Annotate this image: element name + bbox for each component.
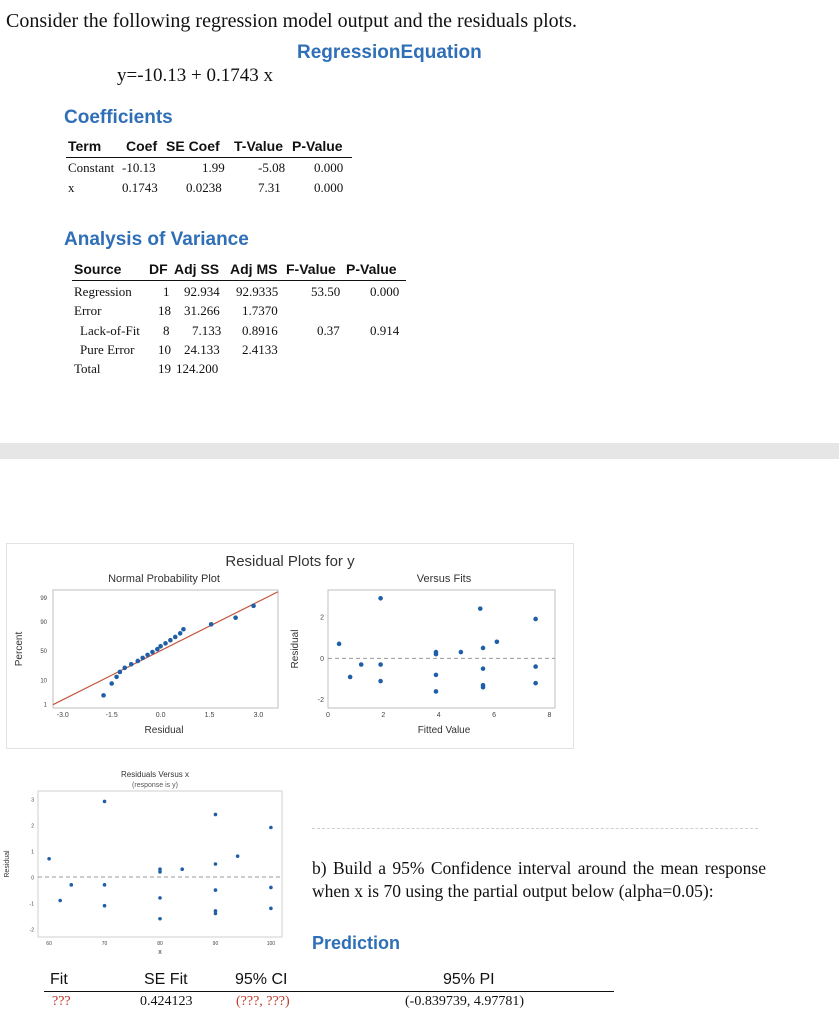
rvx-xtick-label: 60 bbox=[46, 941, 52, 947]
anova-cell: 0.37 bbox=[317, 323, 340, 338]
anova-cell: 92.934 bbox=[184, 284, 220, 299]
npp-point bbox=[135, 659, 140, 664]
npp-point bbox=[118, 670, 123, 675]
vf-axes-frame bbox=[328, 590, 555, 708]
rvx-title: Residuals Versus x bbox=[120, 770, 190, 779]
npp-point bbox=[129, 662, 134, 667]
rvx-point bbox=[103, 883, 107, 887]
vf-point bbox=[495, 639, 500, 644]
npp-point bbox=[209, 622, 214, 627]
vf-ylabel: Residual bbox=[290, 629, 301, 669]
anova-cell: 0.000 bbox=[370, 284, 400, 299]
npp-ytick-label: 90 bbox=[40, 619, 47, 626]
npp-point bbox=[163, 641, 168, 646]
vf-point bbox=[378, 679, 383, 684]
vf-point bbox=[378, 662, 383, 667]
question-text: Consider the following regression model output and the residuals plots. bbox=[6, 10, 578, 32]
rvx-point bbox=[214, 813, 218, 817]
npp-ytick-label: 10 bbox=[40, 678, 47, 685]
vf-point bbox=[533, 664, 538, 669]
npp-ytick-label: 1 bbox=[43, 702, 47, 709]
anova-cell: 2.4133 bbox=[242, 342, 278, 357]
npp-title: Normal Probability Plot bbox=[108, 573, 220, 585]
coef-cell: -5.08 bbox=[258, 160, 286, 175]
npp-point bbox=[181, 627, 186, 632]
page-separator bbox=[0, 443, 839, 459]
rvx-point bbox=[47, 857, 51, 861]
residuals-versus-x-plot bbox=[0, 766, 298, 962]
vf-point bbox=[459, 650, 464, 655]
rvx-xtick-label: 100 bbox=[266, 941, 276, 947]
anova-cell: 1 bbox=[163, 284, 170, 299]
npp-xtick-label: 0.0 bbox=[155, 712, 166, 719]
vf-point bbox=[348, 675, 353, 680]
pred-value-pi: (-0.839739, 4.97781) bbox=[405, 994, 524, 1009]
coef-header-coef: Coef bbox=[126, 138, 158, 154]
anova-header-adjss: Adj SS bbox=[174, 261, 220, 277]
vf-xlabel: Fitted Value bbox=[417, 725, 471, 736]
vf-point bbox=[337, 642, 342, 647]
vf-point bbox=[434, 652, 439, 657]
npp-point bbox=[168, 638, 173, 643]
rvx-point bbox=[158, 896, 162, 900]
pred-header-fit: Fit bbox=[50, 971, 68, 988]
anova-cell: Error bbox=[74, 303, 102, 318]
anova-cell: 18 bbox=[158, 303, 171, 318]
pred-value-fit: ??? bbox=[52, 994, 71, 1009]
npp-point bbox=[122, 666, 127, 671]
prediction-heading: Prediction bbox=[312, 933, 401, 953]
anova-header-df: DF bbox=[149, 261, 168, 277]
anova-header-adjms: Adj MS bbox=[230, 261, 278, 277]
anova-cell: Lack-of-Fit bbox=[80, 323, 140, 338]
npp-xtick-label: -1.5 bbox=[105, 712, 118, 719]
npp-xtick-label: 3.0 bbox=[253, 712, 264, 719]
coef-header-secoef: SE Coef bbox=[166, 138, 220, 154]
rvx-point bbox=[58, 899, 62, 903]
anova-cell: 0.914 bbox=[370, 323, 400, 338]
npp-point bbox=[233, 615, 238, 620]
npp-ylabel: Percent bbox=[14, 631, 25, 667]
rvx-ytick-label: 2 bbox=[31, 823, 34, 830]
pred-header-ci: 95% CI bbox=[235, 971, 288, 988]
anova-header-rule bbox=[72, 280, 406, 281]
rvx-xtick-label: 90 bbox=[212, 941, 219, 947]
npp-point bbox=[150, 650, 155, 655]
vf-xtick-label: 6 bbox=[492, 712, 497, 719]
vf-title: Versus Fits bbox=[416, 573, 472, 585]
pred-header-rule bbox=[44, 991, 614, 992]
coef-cell: 7.31 bbox=[258, 180, 281, 195]
anova-cell: 92.9335 bbox=[236, 284, 279, 299]
vf-point bbox=[481, 666, 486, 671]
regression-heading: RegressionEquation bbox=[297, 42, 482, 63]
pred-header-sefit: SE Fit bbox=[144, 971, 188, 988]
rvx-ytick-label: 1 bbox=[31, 849, 34, 856]
coef-header-pvalue: P-Value bbox=[292, 138, 343, 154]
anova-cell: Pure Error bbox=[80, 342, 135, 357]
anova-cell: Total bbox=[74, 361, 101, 376]
npp-point bbox=[158, 644, 163, 649]
anova-header-pvalue: P-Value bbox=[346, 261, 397, 277]
rvx-ylabel: Residual bbox=[4, 850, 11, 878]
vf-xtick-label: 8 bbox=[547, 712, 552, 719]
coef-header-tvalue: T-Value bbox=[234, 138, 284, 154]
rvx-point bbox=[103, 904, 107, 908]
vf-ytick-label: -2 bbox=[317, 697, 324, 705]
rvx-point bbox=[269, 907, 273, 911]
npp-point bbox=[114, 675, 119, 680]
vf-point bbox=[434, 673, 439, 678]
vf-point bbox=[434, 689, 439, 694]
coef-cell: 0.1743 bbox=[122, 180, 158, 195]
npp-point bbox=[140, 656, 145, 661]
vf-point bbox=[478, 606, 483, 611]
npp-ytick-label: 99 bbox=[40, 595, 47, 602]
anova-cell: Regression bbox=[74, 284, 132, 299]
vf-ytick-label: 2 bbox=[320, 614, 324, 622]
anova-cell: 1.7370 bbox=[242, 303, 278, 318]
rvx-point bbox=[180, 867, 184, 871]
npp-point bbox=[178, 631, 183, 636]
anova-cell: 31.266 bbox=[184, 303, 220, 318]
vf-point bbox=[359, 662, 364, 667]
coef-cell: x bbox=[68, 180, 75, 195]
pred-value-sefit: 0.424123 bbox=[140, 994, 193, 1009]
residual-plots-panel bbox=[6, 543, 574, 749]
faint-divider bbox=[312, 828, 758, 829]
vf-ytick-label: 0 bbox=[320, 655, 324, 663]
rvx-xlabel: x bbox=[158, 949, 162, 956]
rvx-xtick-label: 80 bbox=[157, 941, 163, 947]
rvx-point bbox=[103, 800, 107, 804]
vf-point bbox=[378, 596, 383, 601]
part-b-question: b) Build a 95% Confidence interval around the mean response when x is 70 using the partial output below (alpha=0.05): bbox=[312, 858, 766, 901]
coef-cell: 1.99 bbox=[202, 160, 225, 175]
rvx-point bbox=[236, 854, 240, 858]
rvx-point bbox=[269, 886, 273, 890]
npp-point bbox=[145, 653, 150, 658]
rvx-subtitle: (response is y) bbox=[132, 782, 178, 789]
vf-point bbox=[533, 681, 538, 686]
coef-header-rule bbox=[66, 157, 352, 158]
anova-cell: 8 bbox=[163, 323, 170, 338]
anova-cell: 10 bbox=[158, 342, 171, 357]
coefficients-heading: Coefficients bbox=[64, 107, 173, 128]
npp-xlabel: Residual bbox=[144, 725, 184, 736]
vf-point bbox=[481, 685, 486, 690]
rvx-axes-frame bbox=[38, 791, 282, 937]
anova-cell: 7.133 bbox=[192, 323, 222, 338]
rvx-point bbox=[269, 826, 273, 830]
npp-ytick-label: 50 bbox=[40, 649, 47, 656]
anova-cell: 53.50 bbox=[311, 284, 341, 299]
rvx-ytick-label: 0 bbox=[31, 875, 34, 882]
coef-cell: 0.0238 bbox=[186, 180, 222, 195]
rvx-point bbox=[158, 870, 162, 874]
rvx-point bbox=[214, 862, 218, 866]
rvx-point bbox=[214, 888, 218, 892]
anova-cell: 124.200 bbox=[176, 361, 219, 376]
anova-heading: Analysis of Variance bbox=[64, 229, 249, 250]
rvx-ytick-label: -1 bbox=[29, 901, 34, 908]
npp-point bbox=[173, 635, 178, 640]
npp-point bbox=[109, 681, 114, 686]
vf-point bbox=[481, 646, 486, 651]
regression-equation: y=-10.13 + 0.1743 x bbox=[117, 65, 274, 86]
npp-point bbox=[101, 693, 106, 698]
rvx-point bbox=[69, 883, 73, 887]
rvx-point bbox=[158, 917, 162, 921]
anova-cell: 19 bbox=[158, 361, 171, 376]
coef-cell: Constant bbox=[68, 160, 115, 175]
vf-point bbox=[533, 617, 538, 622]
anova-header-source: Source bbox=[74, 261, 122, 277]
residual-plots-title: Residual Plots for y bbox=[225, 553, 355, 570]
anova-header-fvalue: F-Value bbox=[286, 261, 336, 277]
anova-cell: 24.133 bbox=[184, 342, 220, 357]
rvx-ytick-label: 3 bbox=[31, 797, 34, 804]
coef-cell: 0.000 bbox=[314, 160, 344, 175]
pred-value-ci: (???, ???) bbox=[236, 994, 290, 1009]
npp-axes-frame bbox=[53, 590, 278, 708]
rvx-xtick-label: 70 bbox=[101, 941, 108, 947]
vf-xtick-label: 4 bbox=[436, 712, 441, 719]
npp-xtick-label: 1.5 bbox=[204, 712, 215, 719]
pred-header-pi: 95% PI bbox=[443, 971, 495, 988]
npp-point bbox=[251, 604, 256, 609]
rvx-ytick-label: -2 bbox=[29, 927, 34, 934]
npp-xtick-label: -3.0 bbox=[56, 712, 69, 719]
coef-header-term: Term bbox=[68, 138, 102, 154]
coef-cell: -10.13 bbox=[122, 160, 156, 175]
vf-xtick-label: 2 bbox=[381, 712, 386, 719]
coef-cell: 0.000 bbox=[314, 180, 344, 195]
vf-xtick-label: 0 bbox=[326, 712, 330, 719]
rvx-point bbox=[214, 912, 218, 916]
anova-cell: 0.8916 bbox=[242, 323, 278, 338]
